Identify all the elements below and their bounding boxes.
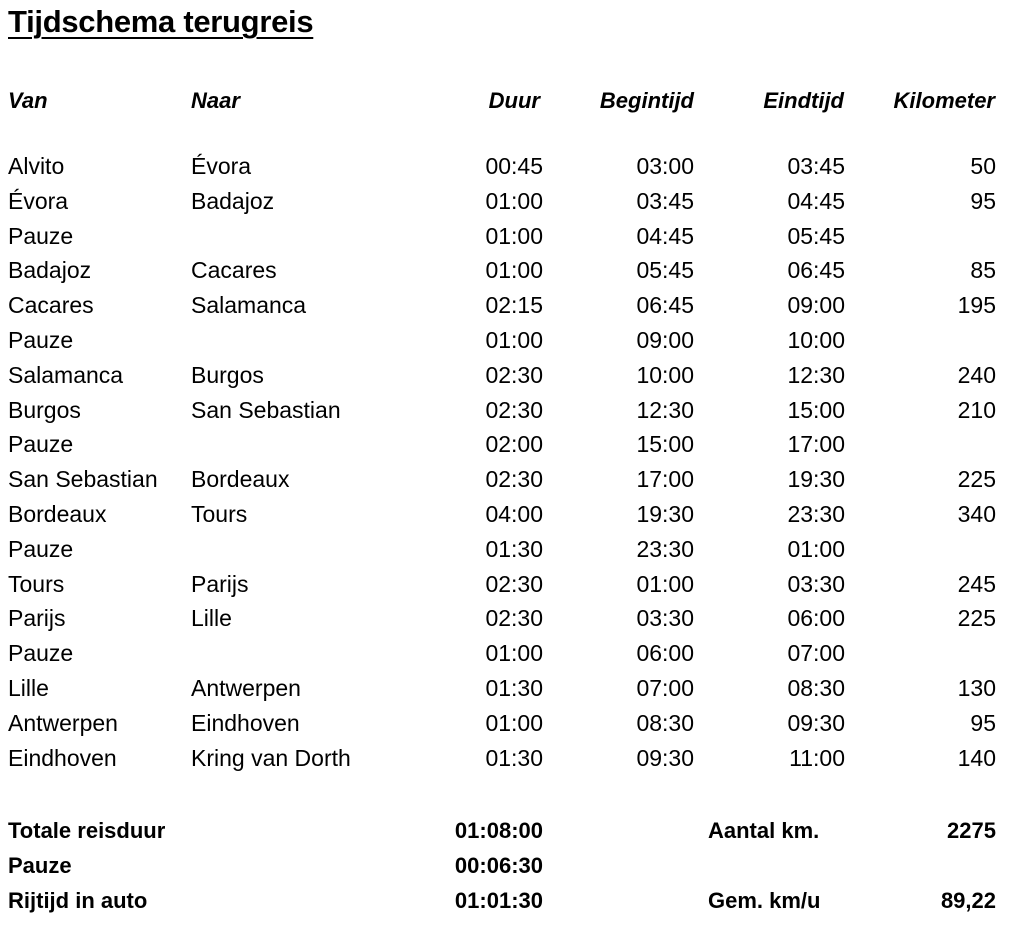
- cell-van: Pauze: [8, 222, 74, 249]
- summary-pauze-label: Pauze: [8, 853, 72, 878]
- table-row: [0, 362, 1024, 397]
- cell-van: San Sebastian: [8, 466, 158, 493]
- cell-begintijd: 23:30: [636, 535, 694, 562]
- header-duur: Duur: [488, 88, 540, 113]
- summary-gem-kmu: 89,22: [940, 888, 996, 913]
- cell-duur: 02:30: [485, 605, 543, 632]
- cell-eindtijd: 06:45: [787, 257, 845, 284]
- cell-naar: San Sebastian: [191, 396, 341, 423]
- cell-duur: 02:30: [485, 466, 543, 493]
- cell-duur: 02:30: [485, 570, 543, 597]
- summary-totale-reisduur-label: Totale reisduur: [8, 818, 166, 843]
- cell-begintijd: 03:00: [636, 153, 694, 179]
- summary-aantal-km: 2275: [947, 818, 996, 843]
- table-row: [0, 710, 1024, 745]
- cell-naar: Lille: [191, 605, 232, 632]
- cell-van: Lille: [8, 674, 49, 701]
- cell-van: Cacares: [8, 292, 94, 319]
- cell-eindtijd: 05:45: [787, 222, 845, 249]
- cell-begintijd: 05:45: [636, 257, 694, 284]
- cell-van: Pauze: [8, 535, 74, 562]
- cell-kilometer: 95: [970, 709, 996, 736]
- cell-begintijd: 03:30: [636, 605, 694, 632]
- cell-kilometer: 225: [957, 605, 996, 632]
- summary-gem-kmu-label: Gem. km/u: [708, 888, 821, 913]
- cell-naar: Eindhoven: [191, 709, 300, 736]
- table-row: [0, 640, 1024, 675]
- cell-kilometer: 210: [957, 396, 996, 423]
- table-row: [0, 605, 1024, 640]
- table-row: [0, 292, 1024, 327]
- cell-duur: 01:00: [485, 640, 543, 667]
- cell-van: Pauze: [8, 326, 74, 353]
- cell-kilometer: 85: [970, 257, 996, 284]
- summary-aantal-km-label: Aantal km.: [708, 818, 820, 843]
- table-row: [0, 745, 1024, 780]
- table-row: [0, 223, 1024, 258]
- cell-eindtijd: 17:00: [787, 431, 845, 458]
- cell-duur: 01:30: [485, 744, 543, 771]
- cell-naar: Kring van Dorth: [191, 744, 351, 771]
- page-title: Tijdschema terugreis: [8, 4, 314, 39]
- table-row: [0, 571, 1024, 606]
- header-begintijd: Begintijd: [599, 88, 694, 113]
- cell-eindtijd: 15:00: [787, 396, 845, 423]
- cell-van: Tours: [8, 570, 65, 597]
- cell-naar: Burgos: [191, 361, 264, 388]
- cell-naar: Badajoz: [191, 187, 275, 214]
- cell-van: Pauze: [8, 431, 74, 458]
- cell-eindtijd: 10:00: [787, 326, 845, 353]
- cell-van: Burgos: [8, 396, 81, 423]
- table-row: [0, 327, 1024, 362]
- summary-totale-reisduur: 01:08:00: [454, 818, 543, 843]
- cell-eindtijd: 07:00: [787, 640, 845, 667]
- cell-naar: Évora: [191, 153, 252, 179]
- table-row: [0, 153, 1024, 188]
- table-row: [0, 536, 1024, 571]
- cell-begintijd: 06:45: [636, 292, 694, 319]
- cell-duur: 01:30: [485, 535, 543, 562]
- summary-rijtijd-label: Rijtijd in auto: [8, 888, 148, 913]
- cell-van: Badajoz: [8, 257, 92, 284]
- table-row: [0, 257, 1024, 292]
- cell-duur: 02:30: [485, 361, 543, 388]
- cell-kilometer: 50: [970, 153, 996, 179]
- schedule-table: [0, 153, 1024, 779]
- cell-begintijd: 15:00: [636, 431, 694, 458]
- cell-duur: 01:00: [485, 222, 543, 249]
- cell-duur: 02:15: [485, 292, 543, 319]
- cell-begintijd: 03:45: [636, 187, 694, 214]
- cell-begintijd: 07:00: [636, 674, 694, 701]
- cell-duur: 01:00: [485, 326, 543, 353]
- table-row: [0, 188, 1024, 223]
- cell-duur: 01:30: [485, 674, 543, 701]
- cell-kilometer: 195: [957, 292, 996, 319]
- cell-duur: 01:00: [485, 709, 543, 736]
- cell-eindtijd: 12:30: [787, 361, 845, 388]
- cell-naar: Antwerpen: [191, 674, 301, 701]
- cell-naar: Salamanca: [191, 292, 307, 319]
- cell-kilometer: 225: [957, 466, 996, 493]
- cell-begintijd: 12:30: [636, 396, 694, 423]
- table-row: [0, 501, 1024, 536]
- table-row: [0, 397, 1024, 432]
- header-naar: Naar: [191, 88, 240, 113]
- cell-van: Alvito: [8, 153, 65, 179]
- cell-kilometer: 130: [957, 674, 996, 701]
- cell-begintijd: 01:00: [636, 570, 694, 597]
- cell-duur: 04:00: [485, 500, 543, 527]
- header-kilometer: Kilometer: [893, 88, 995, 113]
- header-van: Van: [8, 88, 48, 113]
- cell-begintijd: 09:30: [636, 744, 694, 771]
- cell-begintijd: 09:00: [636, 326, 694, 353]
- table-row: [0, 466, 1024, 501]
- cell-begintijd: 17:00: [636, 466, 694, 493]
- cell-naar: Cacares: [191, 257, 277, 284]
- cell-duur: 02:00: [485, 431, 543, 458]
- table-row: [0, 431, 1024, 466]
- cell-duur: 02:30: [485, 396, 543, 423]
- cell-van: Antwerpen: [8, 709, 118, 736]
- cell-eindtijd: 23:30: [787, 500, 845, 527]
- cell-van: Eindhoven: [8, 744, 117, 771]
- cell-kilometer: 240: [957, 361, 996, 388]
- cell-kilometer: 140: [957, 744, 996, 771]
- cell-eindtijd: 09:00: [787, 292, 845, 319]
- cell-eindtijd: 19:30: [787, 466, 845, 493]
- cell-van: Salamanca: [8, 361, 124, 388]
- cell-eindtijd: 09:30: [787, 709, 845, 736]
- cell-duur: 00:45: [485, 153, 543, 179]
- summary-pauze: 00:06:30: [454, 853, 543, 878]
- cell-kilometer: 340: [957, 500, 996, 527]
- cell-begintijd: 04:45: [636, 222, 694, 249]
- cell-eindtijd: 11:00: [789, 744, 845, 771]
- cell-van: Pauze: [8, 640, 74, 667]
- summary-rijtijd: 01:01:30: [454, 888, 543, 913]
- cell-kilometer: 245: [957, 570, 996, 597]
- cell-naar: Tours: [191, 500, 248, 527]
- cell-naar: Bordeaux: [191, 466, 290, 493]
- cell-eindtijd: 03:30: [787, 570, 845, 597]
- cell-eindtijd: 06:00: [787, 605, 845, 632]
- cell-begintijd: 19:30: [636, 500, 694, 527]
- cell-begintijd: 08:30: [636, 709, 694, 736]
- cell-duur: 01:00: [485, 187, 543, 214]
- cell-begintijd: 06:00: [636, 640, 694, 667]
- cell-eindtijd: 03:45: [787, 153, 845, 179]
- cell-duur: 01:00: [485, 257, 543, 284]
- cell-eindtijd: 08:30: [787, 674, 845, 701]
- table-row: [0, 675, 1024, 710]
- cell-van: Bordeaux: [8, 500, 107, 527]
- header-eindtijd: Eindtijd: [763, 88, 844, 113]
- cell-begintijd: 10:00: [636, 361, 694, 388]
- cell-eindtijd: 01:00: [787, 535, 845, 562]
- cell-naar: Parijs: [191, 570, 249, 597]
- cell-van: Évora: [8, 187, 69, 214]
- cell-van: Parijs: [8, 605, 66, 632]
- cell-kilometer: 95: [970, 187, 996, 214]
- cell-eindtijd: 04:45: [787, 187, 845, 214]
